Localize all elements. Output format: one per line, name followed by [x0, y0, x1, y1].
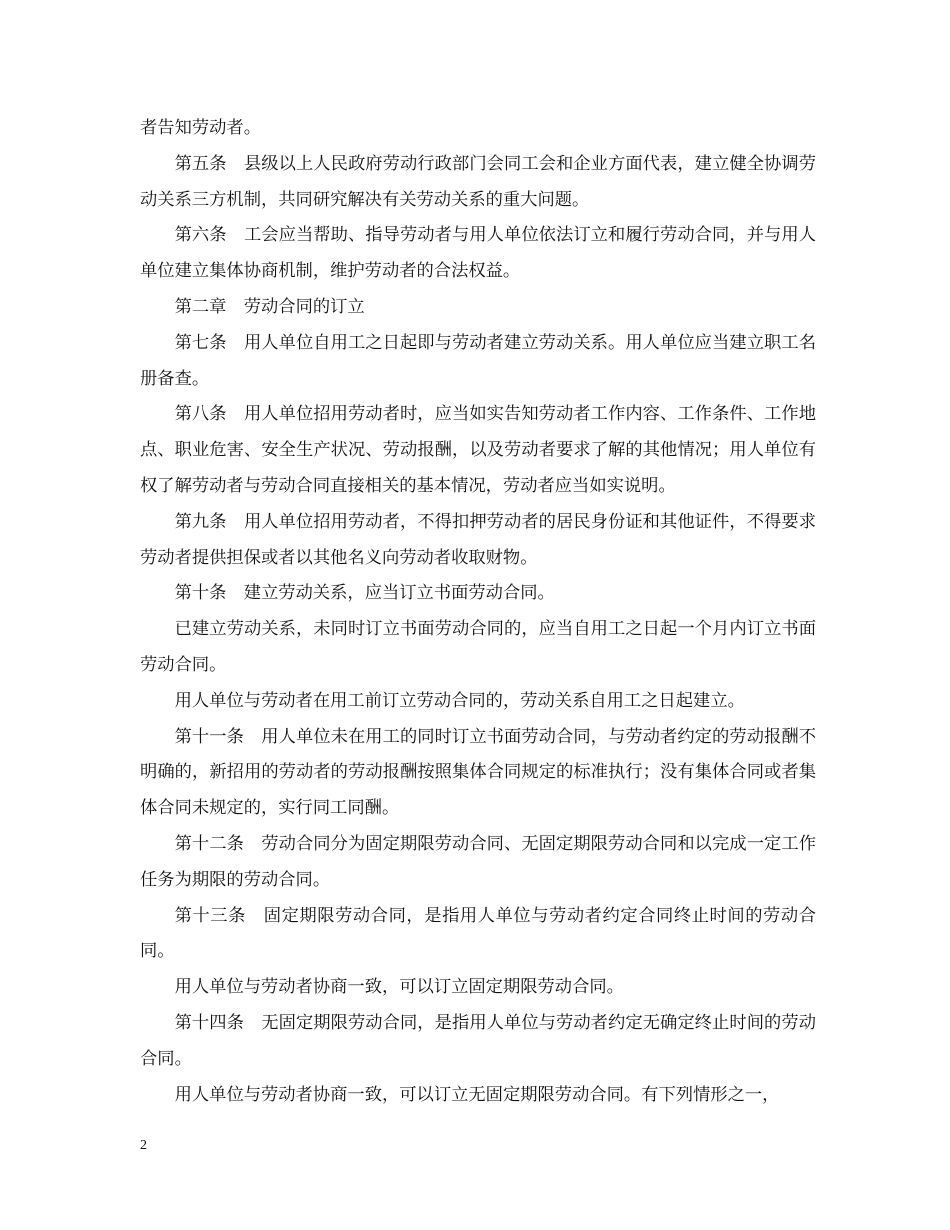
page-number: 2: [140, 1138, 147, 1153]
document-body: [140, 111, 816, 1113]
chapter-heading: 第二章 劳动合同的订立: [174, 296, 365, 317]
paragraph-article-7: 第七条 用人单位自用工之日起即与劳动者建立劳动关系。用人单位应当建立职工名册备查。: [140, 332, 816, 389]
paragraph-article-10-clause-2: 已建立劳动关系，未同时订立书面劳动合同的，应当自用工之日起一个月内订立书面劳动合同。: [140, 619, 816, 675]
paragraph-continuation: 者告知劳动者。: [140, 118, 261, 138]
paragraph-article-12: 第十二条 劳动合同分为固定期限劳动合同、无固定期限劳动合同和以完成一定工作任务为期限的劳动合同。: [140, 833, 816, 890]
paragraph-article-5: 第五条 县级以上人民政府劳动行政部门会同工会和企业方面代表，建立健全协调劳动关系三方机制，共同研究解决有关劳动关系的重大问题。: [140, 153, 816, 210]
paragraph-article-13: 第十三条 固定期限劳动合同，是指用人单位与劳动者约定合同终止时间的劳动合同。: [140, 905, 816, 962]
paragraph-article-14-clause-2: 用人单位与劳动者协商一致，可以订立无固定期限劳动合同。有下列情形之一，: [174, 1084, 780, 1105]
paragraph-article-14: 第十四条 无固定期限劳动合同，是指用人单位与劳动者约定无确定终止时间的劳动合同。: [140, 1012, 816, 1069]
paragraph-article-8: 第八条 用人单位招用劳动者时，应当如实告知劳动者工作内容、工作条件、工作地点、职业危害、安全生产状况、劳动报酬，以及劳动者要求了解的其他情况；用人单位有权了解劳动者与劳动合同直接相关的基本情况，劳动者应当如实说明。: [140, 404, 816, 496]
paragraph-article-10-clause-3: 用人单位与劳动者在用工前订立劳动合同的，劳动关系自用工之日起建立。: [174, 690, 745, 711]
paragraph-article-10: 第十条 建立劳动关系，应当订立书面劳动合同。: [174, 583, 555, 604]
paragraph-article-11: 第十一条 用人单位未在用工的同时订立书面劳动合同，与劳动者约定的劳动报酬不明确的，新招用的劳动者的劳动报酬按照集体合同规定的标准执行；没有集体合同或者集体合同未规定的，实行同工同酬。: [140, 726, 816, 819]
paragraph-article-9: 第九条 用人单位招用劳动者，不得扣押劳动者的居民身份证和其他证件，不得要求劳动者提供担保或者以其他名义向劳动者收取财物。: [140, 511, 816, 568]
paragraph-article-13-clause-2: 用人单位与劳动者协商一致，可以订立固定期限劳动合同。: [174, 977, 624, 998]
paragraph-article-6: 第六条 工会应当帮助、指导劳动者与用人单位依法订立和履行劳动合同，并与用人单位建立集体协商机制，维护劳动者的合法权益。: [140, 225, 816, 282]
